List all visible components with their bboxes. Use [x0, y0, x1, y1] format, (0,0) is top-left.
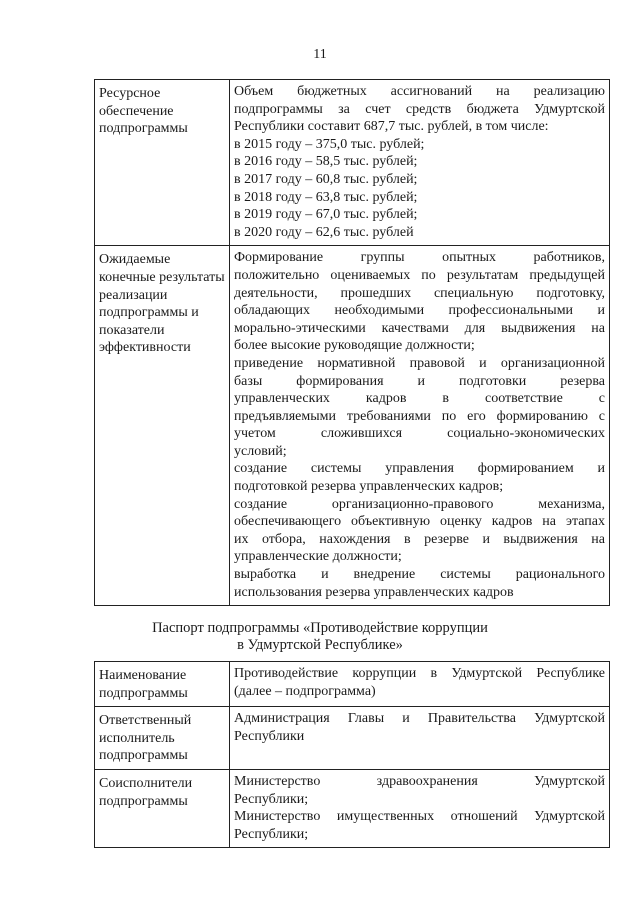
value-line: условий; — [234, 443, 287, 459]
value-line: приведение нормативной правовой и организационной — [234, 355, 605, 371]
value-line: управленческих кадров в соответствие с — [234, 391, 605, 407]
subprogram-passport-table — [94, 661, 610, 848]
value-line: Республики; — [234, 826, 309, 842]
value-line: предъявляемыми требованиями по его формированию с — [234, 408, 605, 424]
value-line: морально-этическими качествами для выдвижения на — [234, 320, 605, 336]
row-label: Ожидаемые конечные результаты реализации подпрограммы и показатели эффективности — [95, 246, 230, 606]
row-value — [230, 707, 610, 770]
table-row — [95, 80, 610, 246]
value-line: Противодействие коррупции в Удмуртской Республике — [234, 666, 605, 681]
value-line: Администрация Главы и Правительства Удмуртской — [234, 711, 605, 727]
value-line: Республики; — [234, 791, 309, 807]
table-row — [95, 662, 610, 707]
passport-title-line2: в Удмуртской Республике» — [237, 637, 403, 653]
table-row — [95, 707, 610, 770]
value-line: деятельности, прошедших специальную подготовку, — [234, 285, 605, 301]
row-label: Ответственный исполнитель подпрограммы — [95, 707, 230, 770]
value-line: Объем бюджетных ассигнований на реализацию — [234, 84, 605, 99]
row-label: Наименование подпрограммы — [95, 662, 230, 707]
value-line: управленческие должности; — [234, 549, 402, 565]
value-line: их отбора, нахождения в резерве и выдвижения на — [234, 531, 605, 547]
value-line: подготовкой резерва управленческих кадров; — [234, 479, 504, 495]
value-line: Республики — [234, 728, 305, 744]
resources-results-table — [94, 79, 610, 606]
passport-title — [0, 620, 640, 654]
value-line: в 2015 году – 375,0 тыс. рублей; — [234, 136, 425, 152]
passport-title-line1: Паспорт подпрограммы «Противодействие коррупции — [152, 620, 488, 636]
row-label: Соисполнители подпрограммы — [95, 769, 230, 847]
value-line: в 2017 году – 60,8 тыс. рублей; — [234, 171, 418, 187]
value-line: положительно оцениваемых по результатам предыдущей — [234, 267, 605, 283]
value-line: базы формирования и подготовки резерва — [234, 373, 605, 389]
value-line: (далее – подпрограмма) — [234, 683, 376, 699]
table-row — [95, 769, 610, 847]
row-value — [230, 769, 610, 847]
value-line: в 2019 году – 67,0 тыс. рублей; — [234, 207, 418, 223]
row-value — [230, 662, 610, 707]
value-line: подпрограммы за счет средств бюджета Удмуртской — [234, 101, 605, 117]
table-row — [95, 246, 610, 606]
value-line: учетом сложившихся социально-экономических — [234, 426, 605, 442]
value-line: создание системы управления формированием и — [234, 461, 605, 477]
value-line: обеспечивающего объективную оценку кадров на этапах — [234, 514, 605, 530]
value-line: обладающих необходимыми профессиональными и — [234, 303, 605, 319]
value-line: выработка и внедрение системы рационального — [234, 567, 605, 583]
value-line: создание организационно-правового механизма, — [234, 496, 605, 512]
value-line: в 2016 году – 58,5 тыс. рублей; — [234, 154, 418, 170]
value-line: более высокие руководящие должности; — [234, 338, 475, 354]
value-line: Министерство здравоохранения Удмуртской — [234, 773, 605, 789]
value-line: в 2018 году – 63,8 тыс. рублей; — [234, 189, 418, 205]
page-number: 11 — [313, 47, 327, 62]
value-line: Республики составит 687,7 тыс. рублей, в том числе: — [234, 119, 549, 135]
table1-body — [95, 80, 610, 606]
value-line: Формирование группы опытных работников, — [234, 250, 605, 266]
value-line: Министерство имущественных отношений Удмуртской — [234, 809, 605, 825]
row-value — [230, 246, 610, 606]
row-value — [230, 80, 610, 246]
value-line: использования резерва управленческих кадров — [234, 584, 514, 600]
table2-body — [95, 662, 610, 848]
value-line: в 2020 году – 62,6 тыс. рублей — [234, 224, 414, 240]
row-label: Ресурсное обеспечение подпрограммы — [95, 80, 230, 246]
